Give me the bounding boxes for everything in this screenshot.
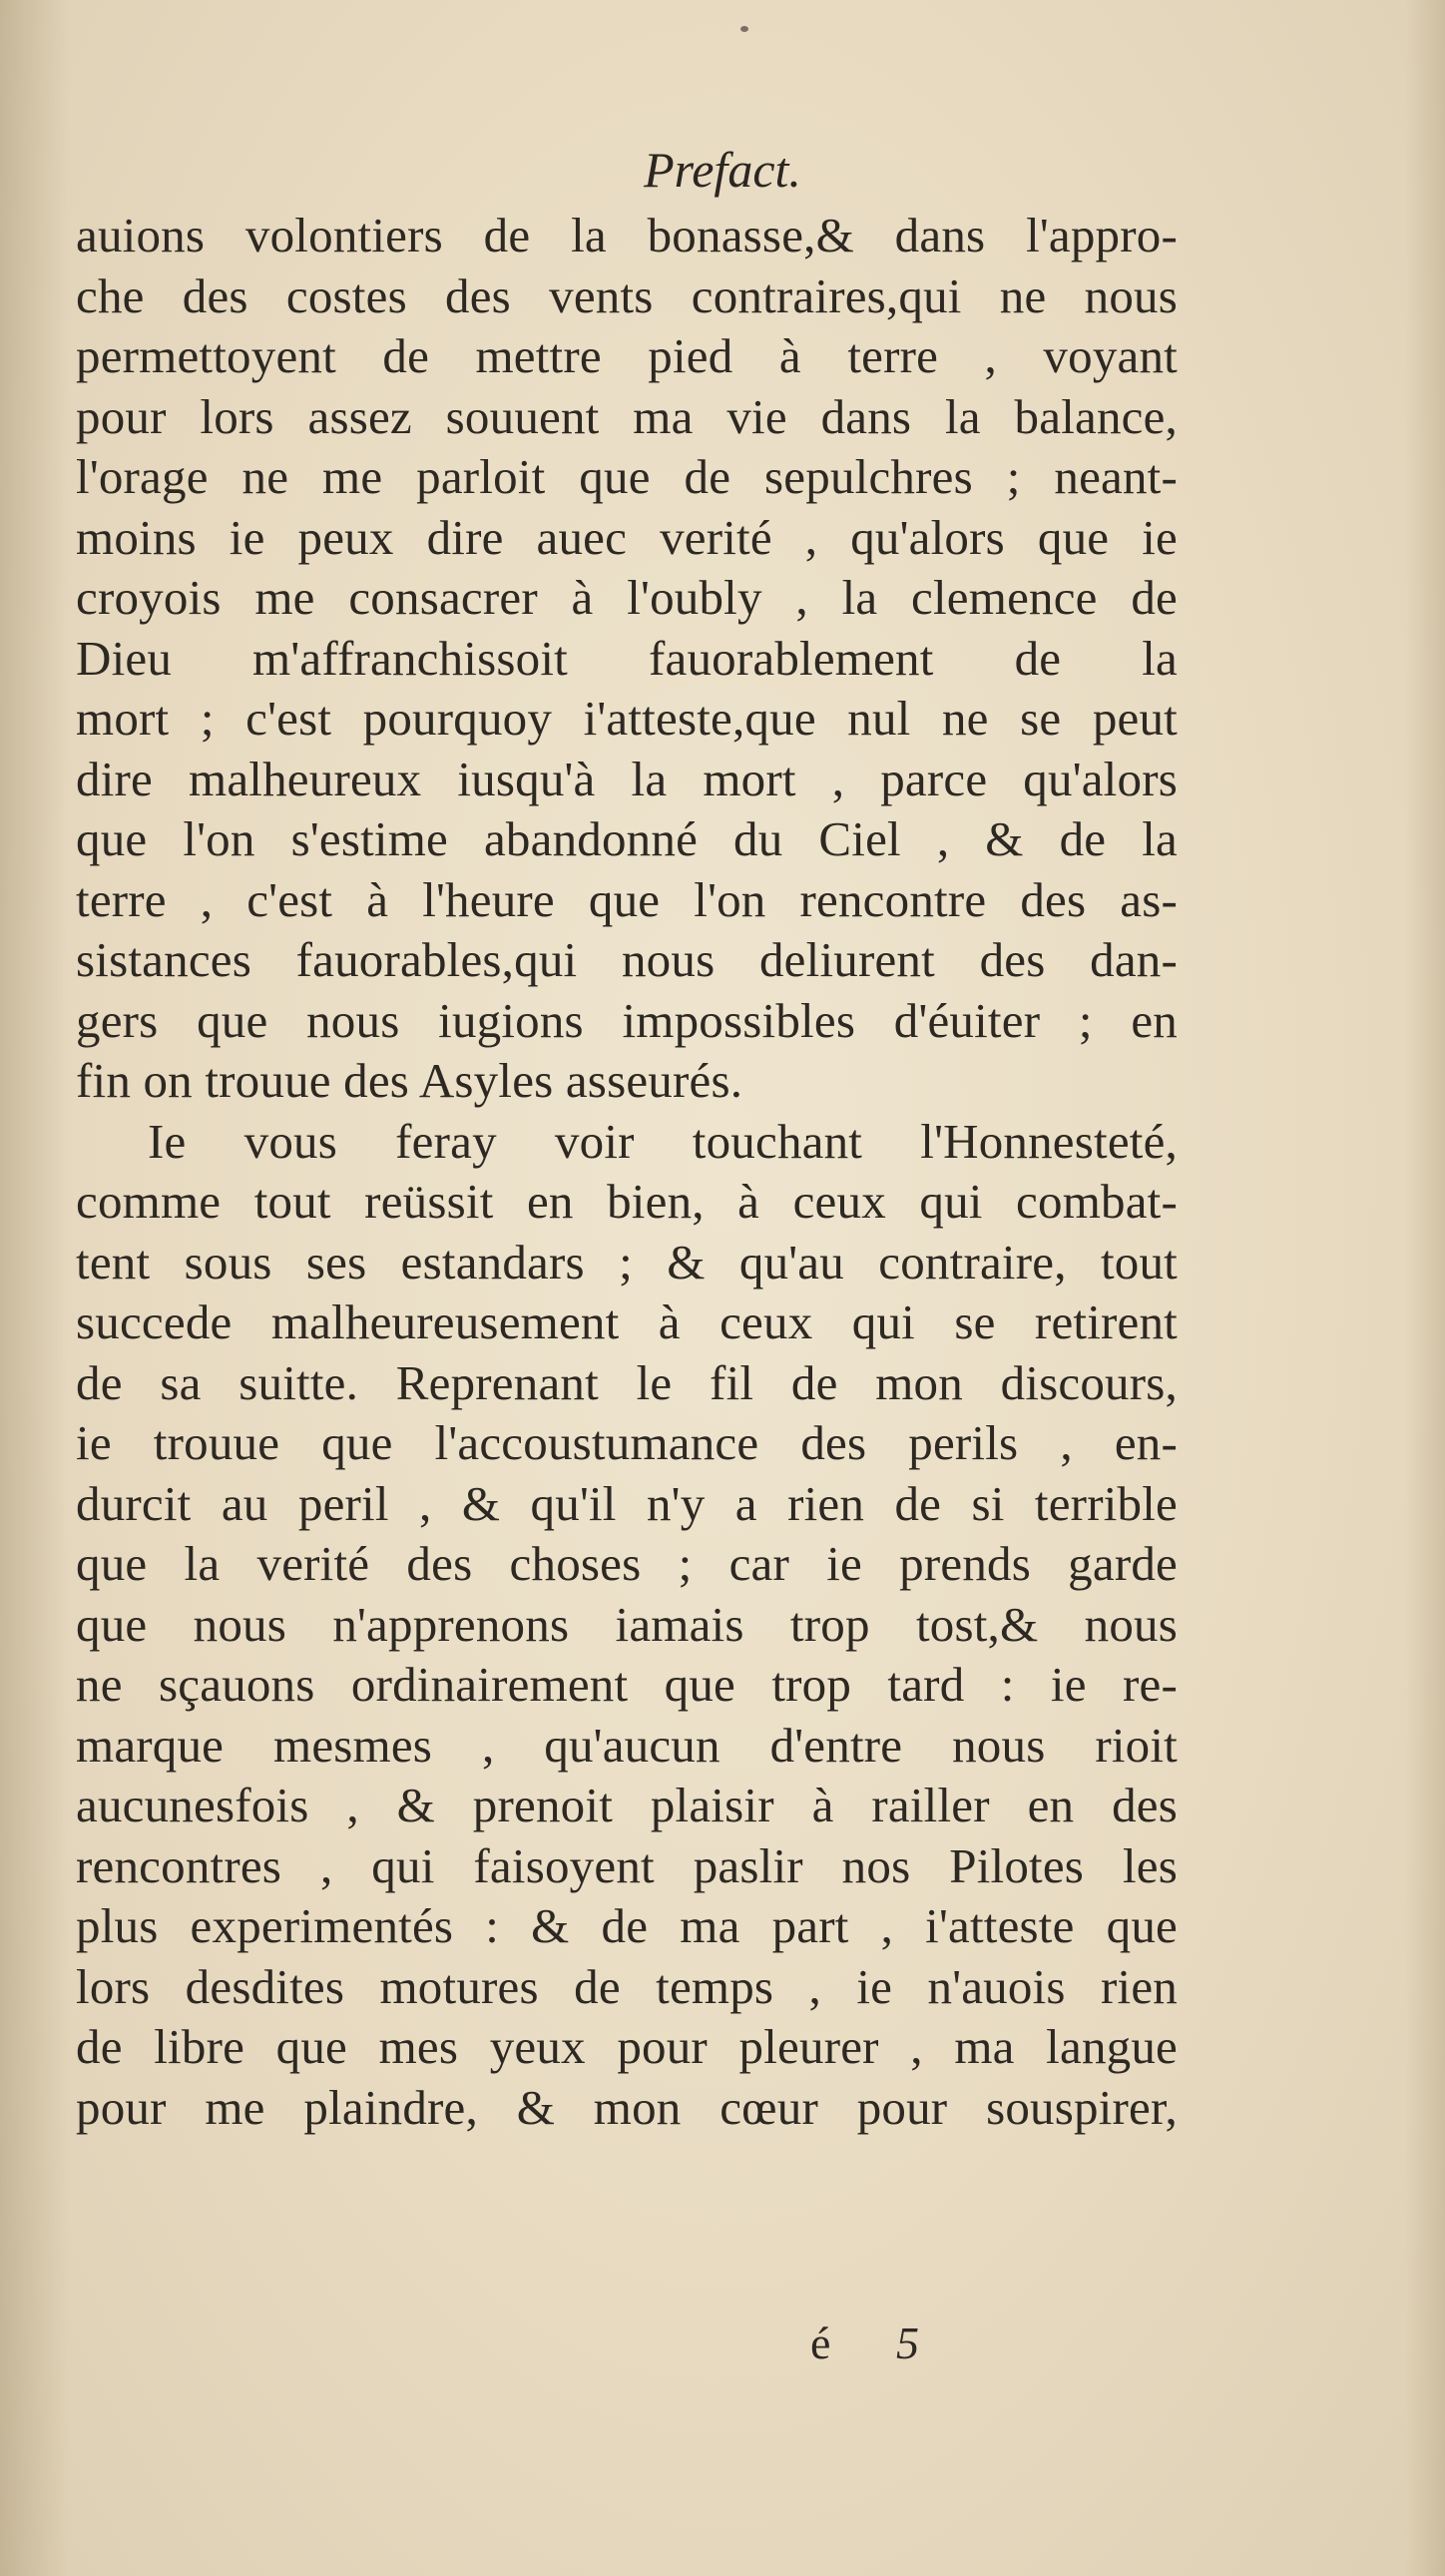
text-line: plus experimentés : & de ma part , i'atteste que bbox=[76, 1898, 1178, 1953]
text-line: comme tout reüssit en bien, à ceux qui combat- bbox=[76, 1174, 1178, 1229]
paragraph-start-line: Ie vous feray voir touchant l'Honnesteté, bbox=[148, 1113, 1178, 1169]
body-text bbox=[76, 206, 1178, 2138]
text-line: croyois me consacrer à l'oubly , la clemence de bbox=[76, 570, 1178, 625]
text-line: che des costes des vents contraires,qui ne nous bbox=[76, 267, 1178, 323]
signature-number: 5 bbox=[896, 2318, 919, 2368]
text-line: l'orage ne me parloit que de sepulchres ; neant- bbox=[76, 449, 1178, 504]
text-line: durcit au peril , & qu'il n'y a rien de si terrible bbox=[76, 1475, 1178, 1531]
text-line: pour me plaindre, & mon cœur pour souspirer, bbox=[76, 2079, 1178, 2135]
text-line: rencontres , qui faisoyent paslir nos Pilotes les bbox=[76, 1837, 1178, 1893]
text-line: dire malheureux iusqu'à la mort , parce qu'alors bbox=[76, 751, 1178, 806]
text-line: terre , c'est à l'heure que l'on rencontre des as- bbox=[76, 871, 1178, 927]
signature-mark bbox=[0, 2314, 1445, 2373]
text-line: pour lors assez souuent ma vie dans la balance, bbox=[76, 388, 1178, 444]
text-line: Dieu m'affranchissoit fauorablement de la bbox=[76, 630, 1178, 686]
text-line: de libre que mes yeux pour pleurer , ma langue bbox=[76, 2019, 1178, 2074]
paragraph-end-line: fin on trouue des Asyles asseurés. bbox=[76, 1053, 743, 1108]
text-line: permettoyent de mettre pied à terre , voyant bbox=[76, 328, 1178, 383]
ink-speck bbox=[740, 26, 748, 32]
text-line: que la verité des choses ; car ie prends garde bbox=[76, 1536, 1178, 1591]
text-line: que l'on s'estime abandonné du Ciel , & de la bbox=[76, 811, 1178, 866]
text-line: marque mesmes , qu'aucun d'entre nous rioit bbox=[76, 1717, 1178, 1773]
text-line: succede malheureusement à ceux qui se retirent bbox=[76, 1294, 1178, 1349]
text-line: que nous n'apprenons iamais trop tost,& nous bbox=[76, 1596, 1178, 1652]
text-line: auions volontiers de la bonasse,& dans l'appro- bbox=[76, 208, 1178, 262]
text-line: ie trouue que l'accoustumance des perils , en- bbox=[76, 1415, 1178, 1470]
text-line: mort ; c'est pourquoy i'atteste,que nul ne se peut bbox=[76, 691, 1178, 746]
text-line: lors desdites motures de temps , ie n'auois rien bbox=[76, 1958, 1178, 2014]
text-line: de sa suitte. Reprenant le fil de mon discours, bbox=[76, 1354, 1178, 1410]
text-line: moins ie peux dire auec verité , qu'alors que ie bbox=[76, 509, 1178, 565]
text-line: ne sçauons ordinairement que trop tard : ie re- bbox=[76, 1657, 1178, 1712]
text-line: gers que nous iugions impossibles d'éuiter ; en bbox=[76, 992, 1178, 1048]
running-head: Prefact. bbox=[644, 142, 801, 198]
text-line: sistances fauorables,qui nous deliurent des dan- bbox=[76, 932, 1178, 987]
signature-letter: é bbox=[810, 2318, 831, 2368]
text-line: tent sous ses estandars ; & qu'au contraire, tout bbox=[76, 1234, 1178, 1289]
text-line: aucunesfois , & prenoit plaisir à railler en des bbox=[76, 1778, 1178, 1832]
